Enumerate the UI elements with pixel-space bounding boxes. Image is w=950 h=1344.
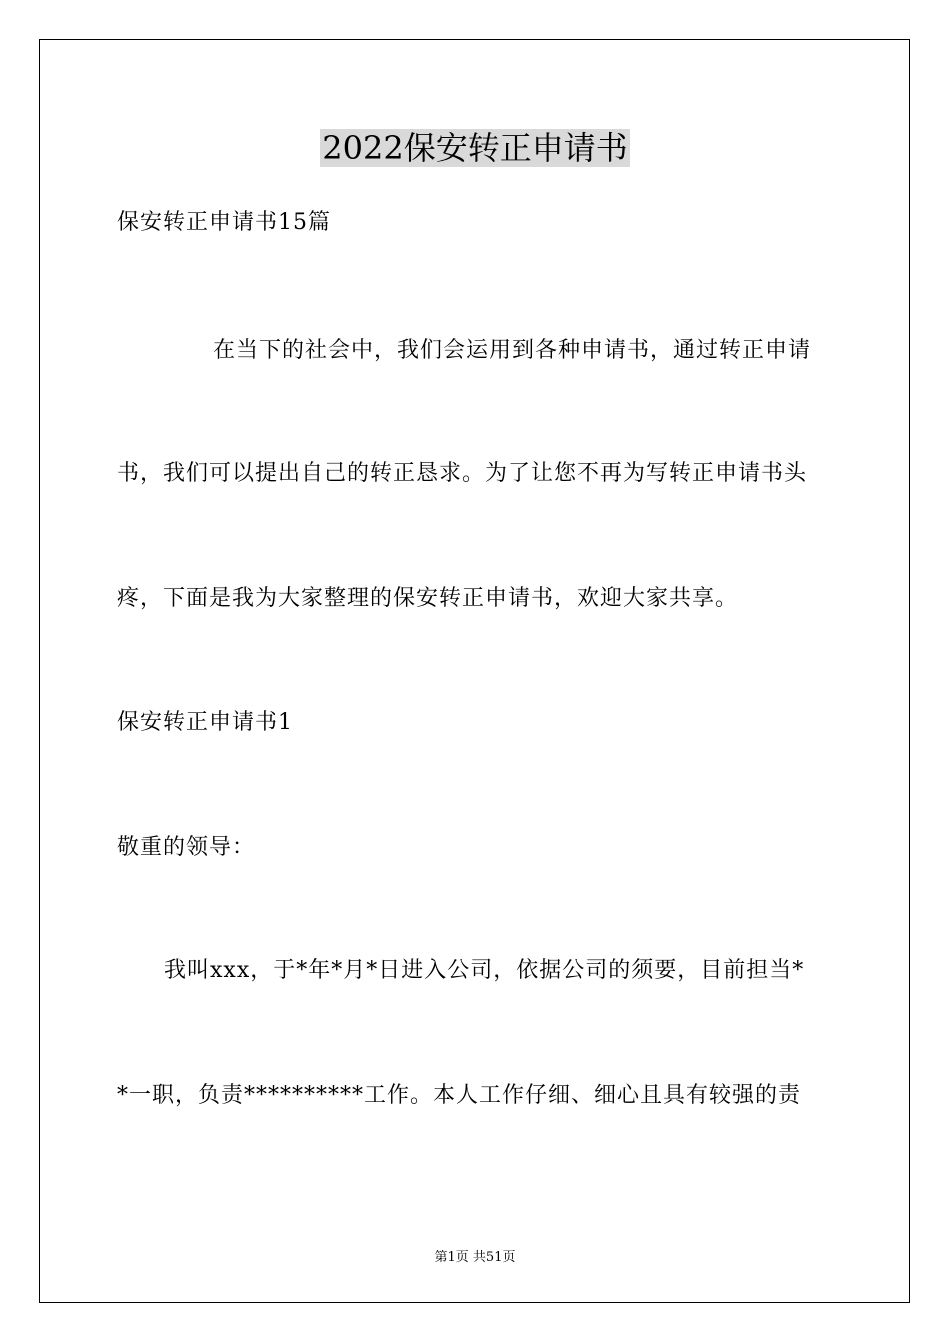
salutation: 敬重的领导：	[117, 835, 256, 860]
paragraph-line-3: 疼，下面是我为大家整理的保安转正申请书，欢迎大家共享。	[117, 586, 739, 611]
document-subtitle: 保安转正申请书15篇	[117, 210, 331, 235]
document-title	[0, 126, 950, 170]
paragraph-line-4: 我叫xxx，于*年*月*日进入公司，依据公司的须要，目前担当*	[164, 958, 805, 983]
paragraph-line-5: *一职，负责**********工作。本人工作仔细、细心且具有较强的责	[117, 1083, 802, 1108]
paragraph-line-2: 书，我们可以提出自己的转正恳求。为了让您不再为写转正申请书头	[117, 461, 808, 486]
page-footer: 第1页 共51页	[434, 1250, 516, 1265]
section-heading: 保安转正申请书1	[117, 710, 293, 735]
paragraph-line-1: 在当下的社会中，我们会运用到各种申请书，通过转正申请	[213, 338, 812, 363]
document-title-text: 2022保安转正申请书	[322, 129, 628, 167]
